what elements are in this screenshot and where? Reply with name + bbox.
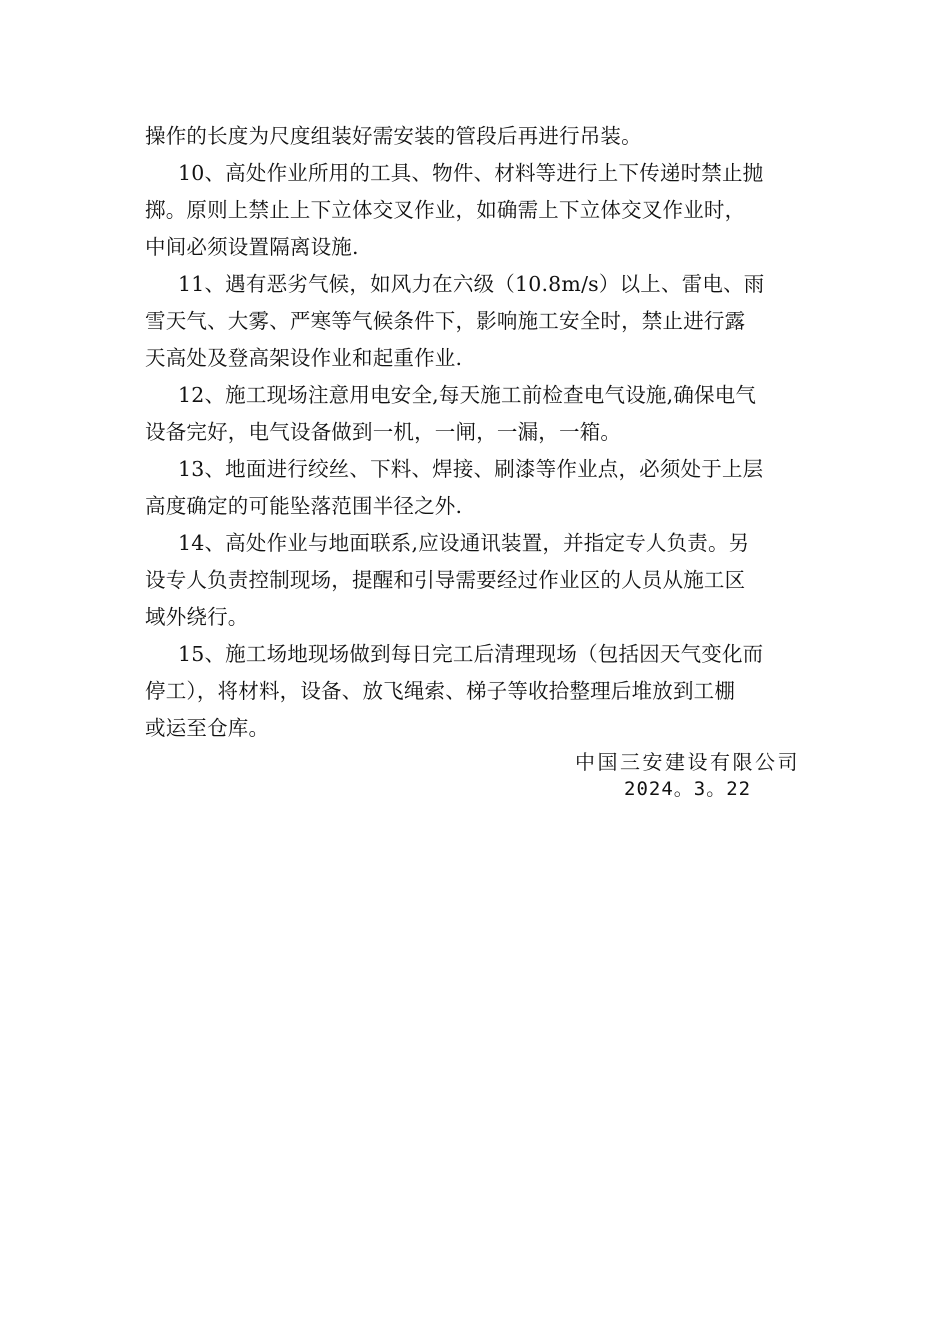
signature-date: 2024。3。22 — [624, 778, 752, 800]
text-line: 操作的长度为尺度组装好需安装的管段后再进行吊装。 — [145, 124, 642, 148]
signature-block — [560, 748, 820, 802]
text-line: 中间必须设置隔离设施. — [145, 235, 359, 259]
text-line: 11、遇有恶劣气候，如风力在六级（10.8m/s）以上、雷电、雨 — [178, 272, 765, 296]
text-line: 13、地面进行绞丝、下料、焊接、刷漆等作业点，必须处于上层 — [178, 457, 764, 481]
company-name: 中国三安建设有限公司 — [575, 750, 800, 774]
text-line: 天高处及登高架设作业和起重作业. — [145, 346, 463, 370]
text-line: 15、施工场地现场做到每日完工后清理现场（包括因天气变化而 — [178, 642, 764, 666]
text-line: 14、高处作业与地面联系,应设通讯装置，并指定专人负责。另 — [178, 531, 750, 555]
text-line: 高度确定的可能坠落范围半径之外. — [145, 494, 463, 518]
text-line: 掷。原则上禁止上下立体交叉作业，如确需上下立体交叉作业时， — [145, 198, 746, 222]
text-line: 或运至仓库。 — [145, 716, 270, 740]
text-line: 域外绕行。 — [145, 605, 249, 629]
text-line: 雪天气、大雾、严寒等气候条件下，影响施工安全时，禁止进行露 — [145, 309, 746, 333]
document-body — [145, 118, 810, 747]
text-line: 10、高处作业所用的工具、物件、材料等进行上下传递时禁止抛 — [178, 161, 764, 185]
text-line: 停工），将材料，设备、放飞绳索、梯子等收拾整理后堆放到工棚 — [145, 679, 736, 703]
text-line: 设专人负责控制现场，提醒和引导需要经过作业区的人员从施工区 — [145, 568, 746, 592]
text-line: 12、施工现场注意用电安全,每天施工前检查电气设施,确保电气 — [178, 383, 757, 407]
text-line: 设备完好，电气设备做到一机，一闸，一漏，一箱。 — [145, 420, 622, 444]
